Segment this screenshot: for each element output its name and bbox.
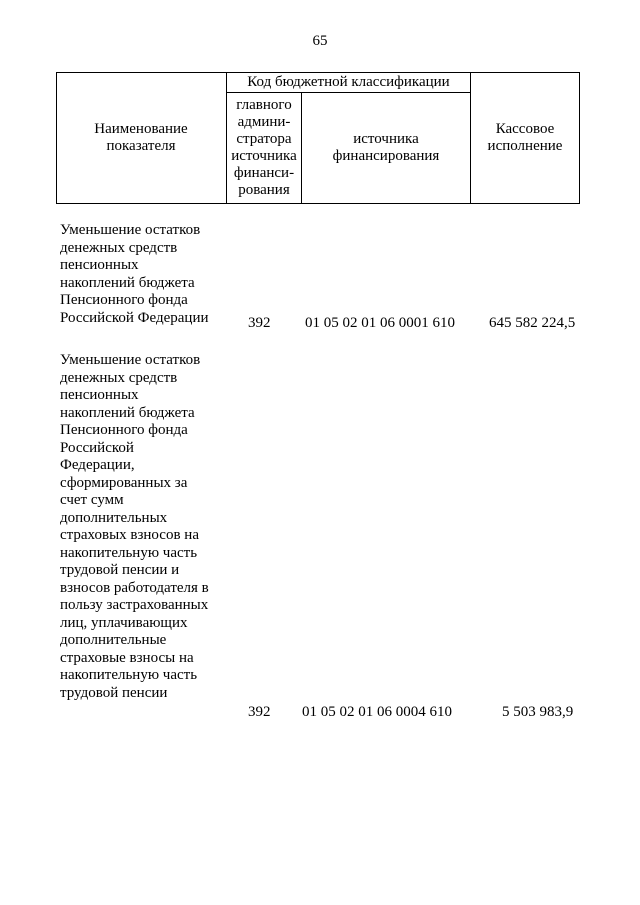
page-number: 65 [312,33,328,49]
row-name [60,352,235,702]
row-name-line: взносов работодателя в [60,579,209,596]
row-name-line: Пенсионного фонда [60,422,188,438]
row-name-line: лиц, уплачивающих [60,614,188,631]
header-text-line: главного [236,97,292,113]
row-name-line: денежных средств [60,239,178,256]
row-name-line: пенсионных [60,257,139,273]
row-name-line: Федерации, [60,457,135,473]
row-name-line: страховые взносы на [60,649,194,666]
row-name-line: накоплений бюджета [60,274,195,291]
header-text-line: Наименование [94,120,188,137]
row-name-line: трудовой пенсии [60,684,168,701]
header-text-line: источника [231,148,297,164]
row-source-code: 01 05 02 01 06 0001 610 [305,315,455,331]
header-text-line: Кассовое [495,120,555,137]
row-admin-code: 392 [248,315,271,331]
row-name-line: Российской Федерации [60,309,209,326]
row-name-line: накопительную часть [60,544,198,561]
header-cash-column [471,72,579,203]
row-name [60,222,235,327]
row-name-line: денежных средств [60,369,178,386]
row-name-line: Уменьшение остатков [60,222,201,238]
table-header [56,72,580,204]
row-admin-code: 392 [248,704,271,720]
row-name-line: трудовой пенсии и [60,562,180,578]
row-name-line: дополнительных [60,509,168,526]
row-amount: 645 582 224,5 [489,315,576,331]
header-source-column [302,93,470,203]
header-text-line: финансирования [332,148,440,164]
row-name-line: счет сумм [60,492,124,508]
row-name-line: пенсионных [60,387,139,403]
row-name-line: страховых взносов на [60,527,199,543]
row-name-line: Уменьшение остатков [60,352,201,368]
header-admin-column [227,93,301,203]
row-name-line: накопительную часть [60,667,198,683]
row-name-line: Российской [60,439,134,456]
header-name-column [56,72,226,203]
row-name-line: сформированных за [60,474,188,491]
row-name-line: накоплений бюджета [60,404,195,421]
header-text-line: показателя [106,137,176,154]
header-text-line: источника [353,131,419,147]
row-name-line: пользу застрахованных [60,597,209,613]
header-budget-code-group: Код бюджетной классификации [247,73,450,90]
row-name-line: дополнительные [60,632,167,648]
header-text-line: стратора [236,131,292,147]
row-source-code: 01 05 02 01 06 0004 610 [302,704,452,720]
header-text-line: финанси- [233,165,295,181]
header-text-line: админи- [237,114,291,130]
header-text-line: исполнение [487,137,563,154]
row-amount: 5 503 983,9 [502,704,574,720]
header-text-line: рования [238,182,290,198]
row-name-line: Пенсионного фонда [60,292,188,308]
